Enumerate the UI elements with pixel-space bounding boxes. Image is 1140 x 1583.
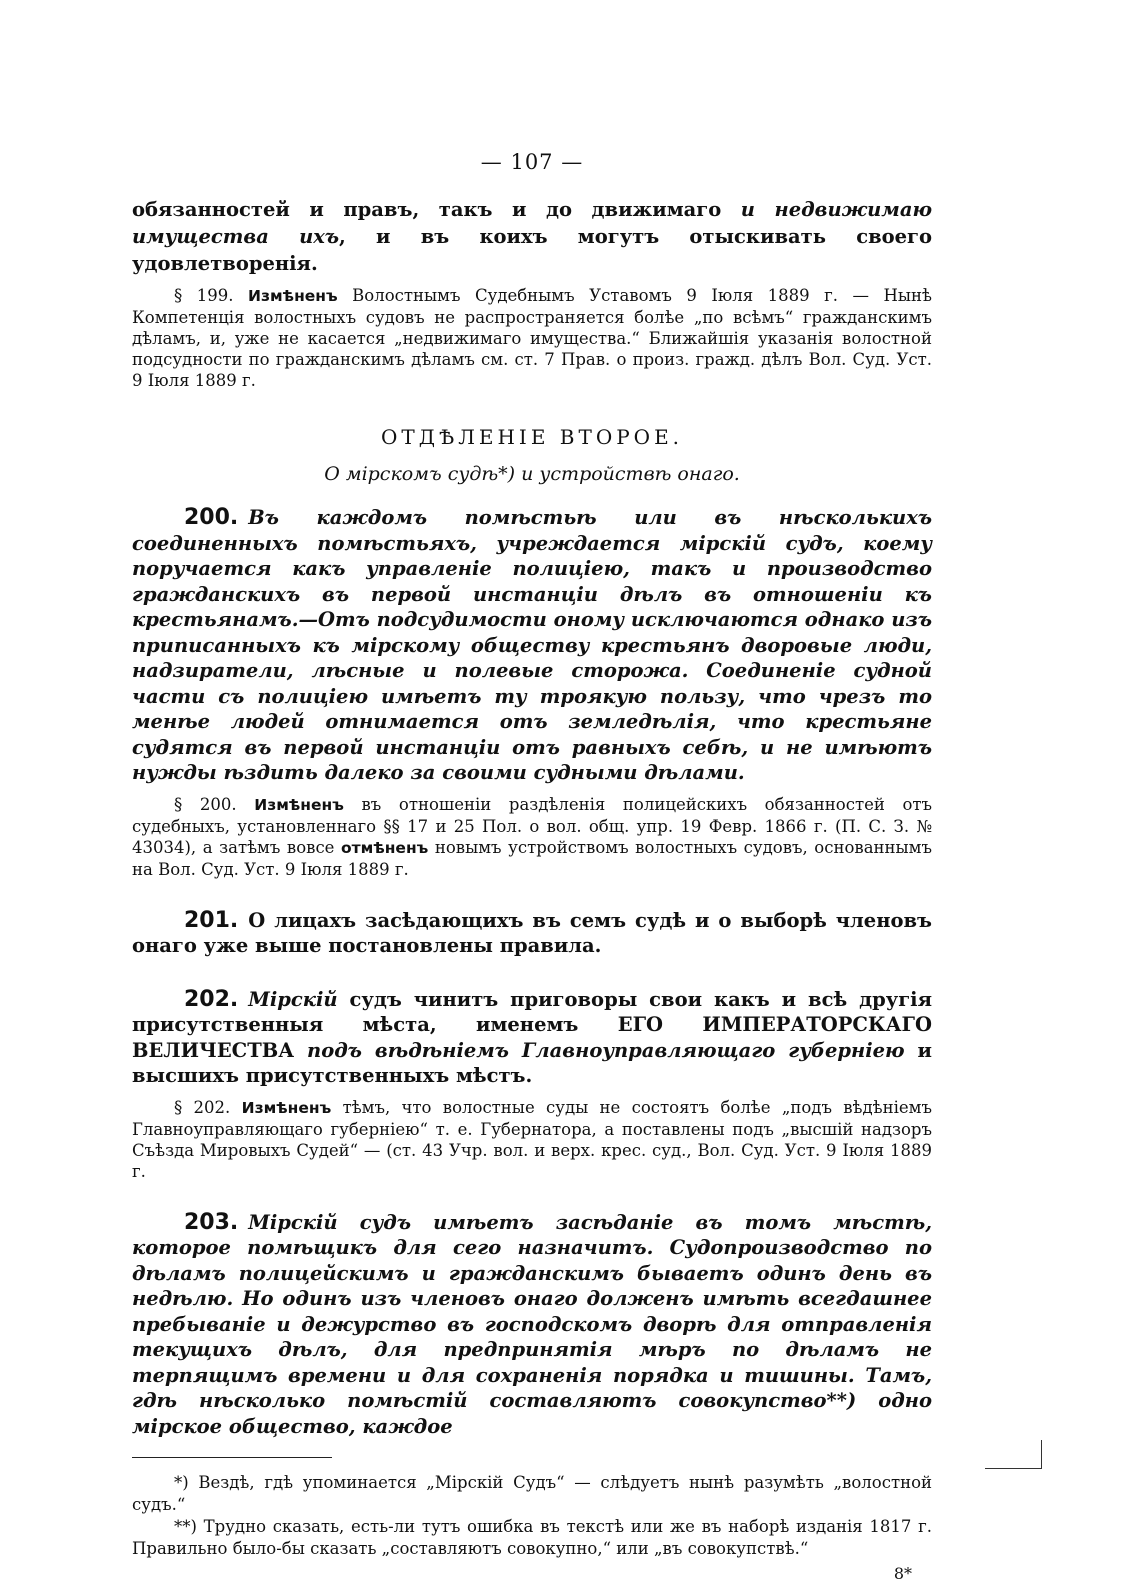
article-203-number: 203. xyxy=(184,1209,239,1235)
article-202-italic-2: подъ вѣдѣніемъ Главноуправляющаго губерніею xyxy=(307,1038,905,1062)
note-200 xyxy=(132,794,932,880)
article-202-italic-1: Мірскій xyxy=(248,987,338,1011)
article-200-text: Въ каждомъ помѣстьѣ или въ нѣсколькихъ соединенныхъ помѣстьяхъ, учреждается мірскій судъ, коему поручается какъ управленіе полиціею, такъ и производство гражданскихъ въ первой инстанціи дѣлъ въ отношеніи къ крестьянамъ.—Отъ подсудимости оному исключаются однако изъ приписанныхъ къ мірскому обществу крестьянъ дворовые люди, надзиратели, лѣсные и полевые сторожа. Соединеніе судной части съ полиціею имѣетъ ту троякую пользу, что чрезъ то менѣе людей отнимается отъ земледѣлія, что крестьяне судятся въ первой инстанціи отъ равныхъ себѣ, и не имѣютъ нужды ѣздить далеко за своими судными дѣлами. xyxy=(132,506,932,784)
continuation-italic: и недвижимаю имущества ихъ xyxy=(132,198,932,248)
note-199 xyxy=(132,285,932,391)
article-202-text-1: судъ чинитъ приговоры свои какъ и всѣ другія присутственныя мѣста, именемъ ЕГО ИМПЕРАТОРСКАГО ВЕЛИЧЕСТВА xyxy=(132,987,932,1062)
note-199-text: Волостнымъ Судебнымъ Уставомъ 9 Іюля 1889 г. — Нынѣ Компетенція волостныхъ судовъ не распространяется болѣе „по всѣмъ“ гражданскимъ дѣламъ, и, уже не касается „недвижимаго имущества.“ Ближайшія указанія волостной подсудности по гражданскимъ дѣламъ см. ст. 7 Прав. о произ. гражд. дѣлъ Вол. Суд. Уст. 9 Іюля 1889 г. xyxy=(132,286,932,390)
continuation-paragraph xyxy=(132,196,932,277)
note-202-prefix: § 202. xyxy=(174,1097,231,1117)
note-200-text-2: новымъ устройствомъ волостныхъ судовъ, основаннымъ на Вол. Суд. Уст. 9 Іюля 1889 г. xyxy=(132,837,932,879)
continuation-tail: , и въ коихъ могутъ отыскивать своего удовлетворенія. xyxy=(132,225,932,275)
note-200-keyword: Измѣненъ xyxy=(254,795,344,814)
signature-mark: 8* xyxy=(893,1564,912,1583)
article-202 xyxy=(132,987,932,1089)
page-number: — 107 — xyxy=(480,150,584,174)
article-202-number: 202. xyxy=(184,986,239,1012)
page xyxy=(132,150,932,1583)
section-title: ОТДѢЛЕНІЕ ВТОРОЕ. xyxy=(380,425,684,449)
article-200-number: 200. xyxy=(184,505,239,530)
note-202 xyxy=(132,1097,932,1182)
note-202-text: тѣмъ, что волостные суды не состоятъ болѣе „подъ вѣдѣніемъ Главноуправляющаго губерніею“ т. е. Губернатора, а поставлены подъ „высшій надзоръ Съѣзда Мировыхъ Судей“ — (ст. 43 Учр. вол. и верх. крес. суд., Вол. Суд. Уст. 9 Іюля 1889 г. xyxy=(132,1097,932,1181)
section-subtitle: О мірскомъ судѣ*) и устройствѣ онаго. xyxy=(324,463,740,485)
page-corner-mark xyxy=(985,1440,1042,1469)
footnote-2: **) Трудно сказать, есть-ли тутъ ошибка въ текстѣ или же въ наборѣ изданія 1817 г. Правильно было-бы сказать „составляютъ совокупно,“ или „въ совокупствѣ.“ xyxy=(132,1517,932,1558)
article-202-text-2: и высшихъ присутственныхъ мѣстъ. xyxy=(132,1038,933,1087)
footnote-1: *) Вездѣ, гдѣ упоминается „Мірскій Судъ“ — слѣдуетъ нынѣ разумѣть „волостной судъ.“ xyxy=(132,1473,932,1514)
continuation-lead: обязанностей и правъ, такъ и до движимаго xyxy=(132,198,741,221)
article-201-number: 201. xyxy=(184,907,239,933)
note-199-keyword: Измѣненъ xyxy=(248,287,338,305)
note-200-keyword-2: отмѣненъ xyxy=(341,838,429,857)
note-202-keyword: Измѣненъ xyxy=(241,1098,332,1117)
note-200-text-1: въ отношеніи раздѣленія полицейскихъ обязанностей отъ судебныхъ, установленнаго §§ 17 и 25 Пол. о вол. общ. упр. 19 Февр. 1866 г. (П. С. З. № 43034), а затѣмъ вовсе xyxy=(132,794,933,857)
article-203 xyxy=(132,1210,932,1440)
article-200 xyxy=(132,505,932,786)
note-200-prefix: § 200. xyxy=(174,794,237,814)
article-201-text: О лицахъ засѣдающихъ въ семъ судѣ и о выборѣ членовъ онаго уже выше постановлены правила. xyxy=(132,908,932,957)
article-203-text: Мірскій судъ имѣетъ засѣданіе въ томъ мѣстѣ, которое помѣщикъ для сего назначитъ. Судопроизводство по дѣламъ полицейскимъ и гражданскимъ бываетъ одинъ день въ недѣлю. Но одинъ изъ членовъ онаго долженъ имѣть всегдашнее пребываніе и дежурство въ господскомъ дворѣ для отправленія текущихъ дѣлъ, для предпринятія мѣръ по дѣламъ не терпящимъ времени и для сохраненія порядка и тишины. Тамъ, гдѣ нѣсколько помѣстій составляютъ совокупство**) одно мірское общество, каждое xyxy=(132,1210,932,1438)
note-199-prefix: § 199. xyxy=(174,286,234,305)
footnote-divider xyxy=(132,1457,332,1458)
article-201 xyxy=(132,908,932,959)
